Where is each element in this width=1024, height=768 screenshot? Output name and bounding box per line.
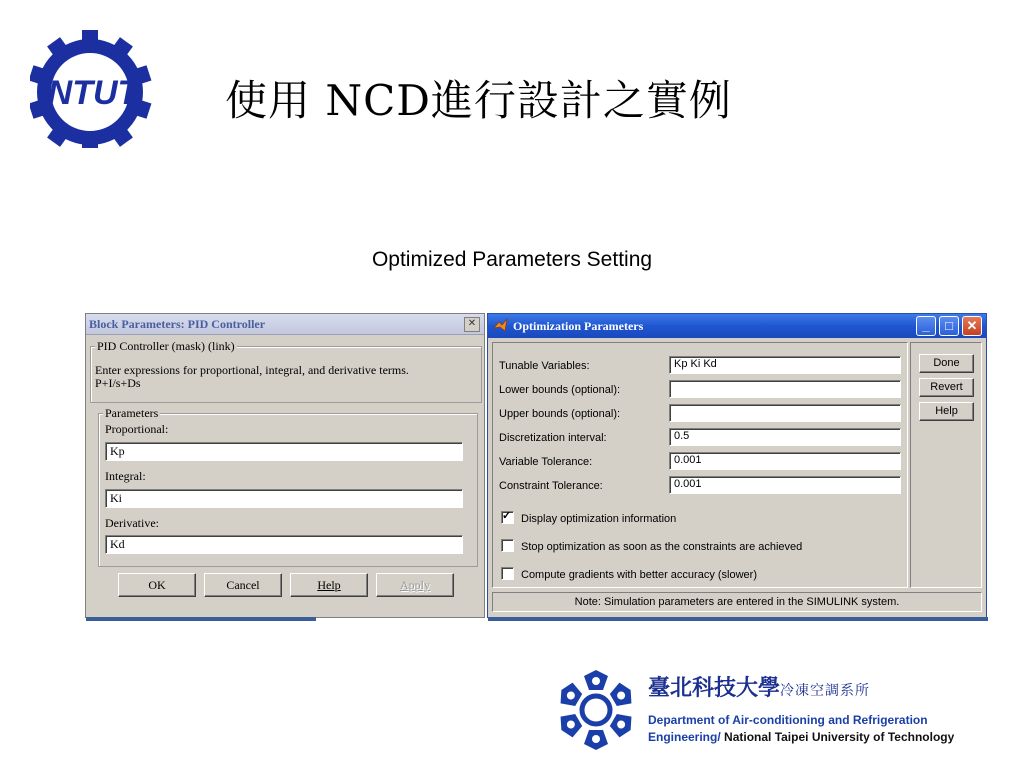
taskbar-strip (86, 617, 316, 621)
pid-group-label: PID Controller (mask) (link) (97, 339, 235, 353)
department-name-en-line2 (648, 730, 954, 744)
apply-button[interactable]: Apply (376, 573, 454, 597)
display-info-checkbox[interactable] (501, 511, 514, 524)
gradients-label: Compute gradients with better accuracy (slower) (521, 569, 757, 581)
opt-fields-panel (492, 342, 908, 588)
matlab-icon (493, 318, 508, 333)
checkmark-icon: ✓ (502, 510, 512, 522)
minimize-icon[interactable]: _ (916, 316, 936, 336)
revert-button[interactable]: Revert (919, 378, 974, 397)
logo-text: NTUT (47, 74, 139, 112)
cancel-button[interactable]: Cancel (204, 573, 282, 597)
pid-dialog-titlebar[interactable] (86, 314, 484, 335)
pid-formula: P+I/s+Ds (95, 376, 141, 390)
derivative-label: Derivative: (105, 516, 159, 530)
ntut-gear-logo (30, 30, 160, 148)
help-button[interactable]: Help (290, 573, 368, 597)
upper-bounds-field[interactable] (669, 404, 901, 422)
tunable-variables-field[interactable]: Kp Ki Kd (669, 356, 901, 374)
university-name-cn (648, 671, 870, 702)
constraint-tolerance-label: Constraint Tolerance: (499, 480, 603, 492)
proportional-field[interactable]: Kp (105, 442, 463, 461)
optimization-parameters-dialog (487, 313, 987, 618)
pid-parameters-group (98, 406, 478, 567)
display-info-label: Display optimization information (521, 513, 677, 525)
department-name-cn: 冷凍空調系所 (780, 683, 871, 699)
opt-dialog-titlebar[interactable] (488, 314, 986, 338)
integral-field[interactable]: Ki (105, 489, 463, 508)
derivative-field[interactable]: Kd (105, 535, 463, 554)
simulink-note: Note: Simulation parameters are entered in the SIMULINK system. (492, 592, 982, 612)
slide-subtitle: Optimized Parameters Setting (371, 248, 653, 271)
maximize-icon[interactable]: □ (939, 316, 959, 336)
discretization-interval-field[interactable]: 0.5 (669, 428, 901, 446)
variable-tolerance-field[interactable]: 0.001 (669, 452, 901, 470)
help-button[interactable]: Help (919, 402, 974, 421)
discretization-interval-label: Discretization interval: (499, 432, 607, 444)
done-button[interactable]: Done (919, 354, 974, 373)
gradients-option[interactable] (501, 567, 757, 581)
lower-bounds-label: Lower bounds (optional): (499, 384, 621, 396)
gradients-checkbox[interactable] (501, 567, 514, 580)
constraint-tolerance-field[interactable]: 0.001 (669, 476, 901, 494)
lower-bounds-field[interactable] (669, 380, 901, 398)
display-info-option[interactable] (501, 511, 676, 525)
tunable-variables-label: Tunable Variables: (499, 360, 590, 372)
taskbar-strip (488, 617, 988, 621)
integral-label: Integral: (105, 469, 146, 483)
pid-dialog-title: Block Parameters: PID Controller (89, 317, 266, 331)
university-name: 臺北科技大學 (648, 675, 781, 701)
department-name-en: Department of Air-conditioning and Refrigeration (648, 713, 928, 727)
stop-early-option[interactable] (501, 539, 802, 553)
opt-dialog-title: Optimization Parameters (513, 319, 644, 333)
stop-early-checkbox[interactable] (501, 539, 514, 552)
snowflake-logo (556, 670, 636, 750)
pid-description: Enter expressions for proportional, integral, and derivative terms. (95, 363, 409, 377)
variable-tolerance-label: Variable Tolerance: (499, 456, 593, 468)
proportional-label: Proportional: (105, 422, 169, 436)
ok-button[interactable]: OK (118, 573, 196, 597)
pid-block-parameters-dialog (85, 313, 485, 618)
close-icon[interactable]: ✕ (962, 316, 982, 336)
department-engineering: Engineering/ (648, 730, 721, 744)
university-name-en: National Taipei University of Technology (720, 730, 955, 744)
stop-early-label: Stop optimization as soon as the constraints are achieved (521, 541, 803, 553)
opt-buttons-panel (910, 342, 982, 588)
upper-bounds-label: Upper bounds (optional): (499, 408, 621, 420)
pid-description-group (90, 339, 482, 403)
parameters-label: Parameters (105, 406, 159, 420)
close-icon[interactable]: ✕ (464, 317, 480, 332)
slide-title: 使用 NCD進行設計之實例 (225, 76, 732, 125)
